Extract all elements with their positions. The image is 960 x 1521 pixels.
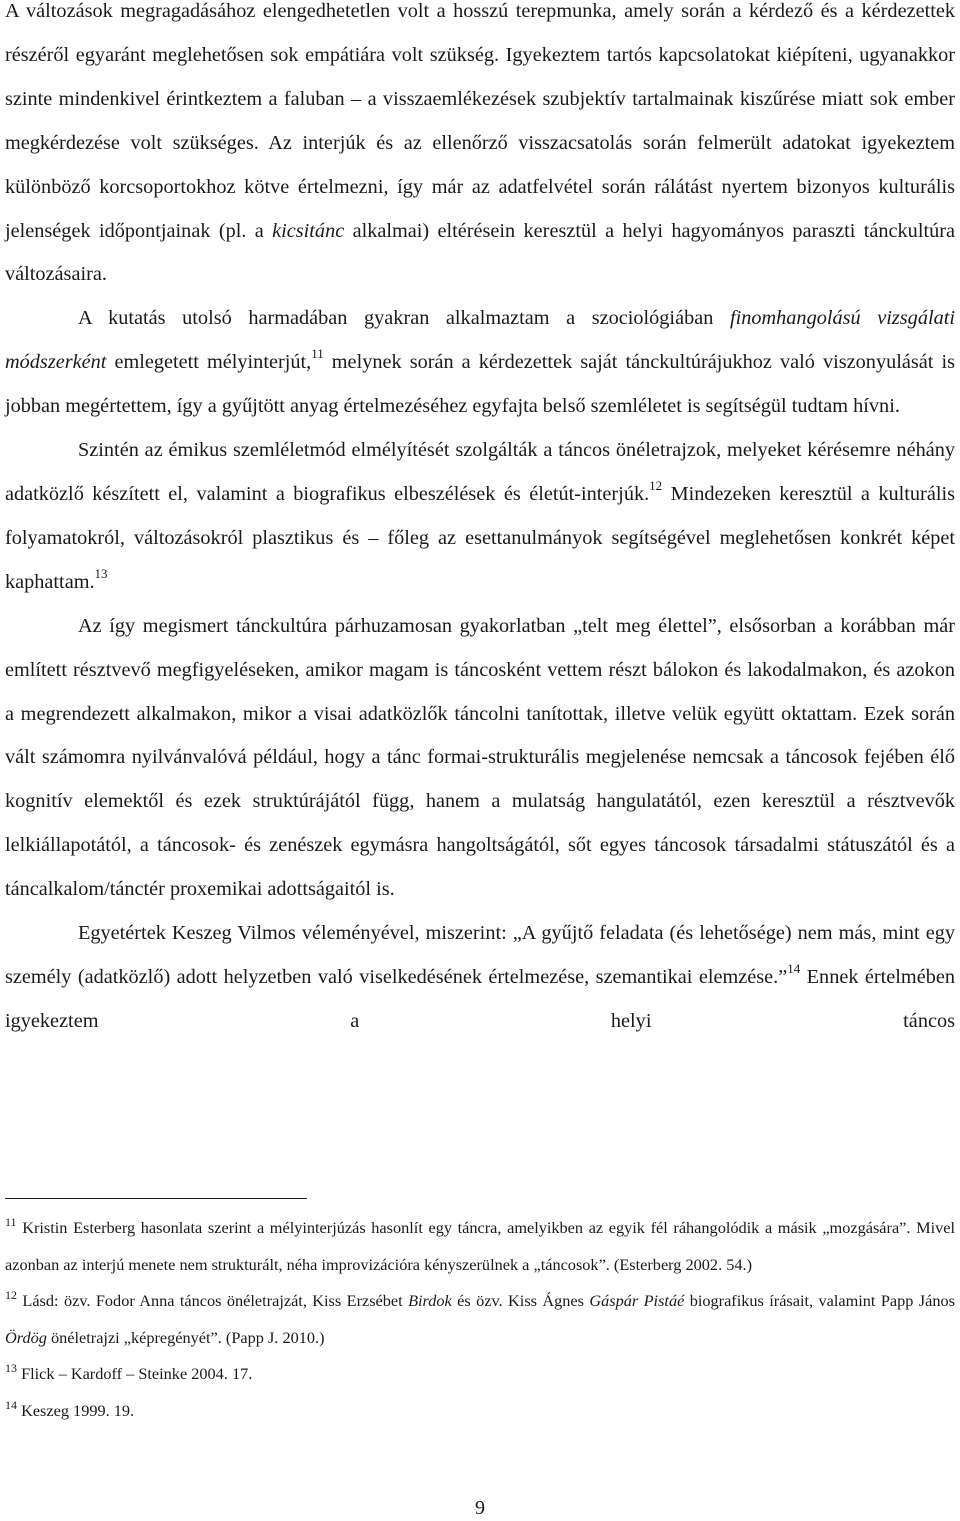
footnote-ref-13[interactable]: 13 bbox=[94, 565, 108, 581]
paragraph-3 bbox=[5, 429, 955, 605]
footnote-text: Keszeg 1999. 19. bbox=[17, 1400, 135, 1420]
footnotes bbox=[5, 1210, 955, 1430]
paragraph-1-text-end: alkalmai) eltérésein keresztül a helyi hagyományos paraszti tánckultúra változásaira. bbox=[5, 219, 955, 286]
body-text bbox=[5, 0, 955, 1044]
paragraph-2-italic-phrase: finomhangolású vizsgálati módszerként bbox=[5, 307, 955, 374]
footnote-ref-14[interactable]: 14 bbox=[787, 960, 801, 976]
footnote-11 bbox=[5, 1210, 955, 1283]
paragraph-2-text-mid: emlegetett mélyinterjút, bbox=[106, 351, 312, 374]
footnote-text: és özv. Kiss Ágnes bbox=[451, 1291, 590, 1311]
paragraph-4 bbox=[5, 605, 955, 912]
paragraph-1-italic-kicsitanc: kicsitánc bbox=[272, 219, 345, 242]
paragraph-5-text-end: Ennek értelmében igyekeztem a helyi táncos bbox=[5, 965, 955, 1032]
footnote-text: Flick – Kardoff – Steinke 2004. 17. bbox=[17, 1364, 253, 1384]
footnote-12 bbox=[5, 1283, 955, 1356]
paragraph-2-text: A kutatás utolsó harmadában gyakran alkalmaztam a szociológiában bbox=[78, 307, 730, 330]
page bbox=[5, 0, 955, 1044]
footnote-ref-11[interactable]: 11 bbox=[311, 346, 324, 362]
footnote-ref-12[interactable]: 12 bbox=[649, 477, 663, 493]
footnote-italic: Birdok bbox=[408, 1291, 452, 1311]
footnote-text: Kristin Esterberg hasonlata szerint a mélyinterjúzás hasonlít egy táncra, amelyikben az egyik fél ráhangolódik a másik „mozgására”. Mivel azonban az interjú menete nem strukturált, néha improvizációra kényszerülnek a „táncosok”. (Esterberg 2002. 54.) bbox=[5, 1218, 955, 1274]
footnote-text: biografikus írásait, valamint Papp János bbox=[684, 1291, 955, 1311]
paragraph-3-text: Szintén az émikus szemléletmód elmélyítését szolgálták a táncos önéletrajzok, melyeket kérésemre néhány adatközlő készített el, valamint a biografikus elbeszélések és életút-interjúk. bbox=[5, 439, 955, 505]
paragraph-1 bbox=[5, 0, 955, 297]
paragraph-4-text: Az így megismert tánckultúra párhuzamosan gyakorlatban „telt meg élettel”, elsősorban a korábban már említett résztvevő megfigyeléseken, amikor magam is táncosként vettem részt bálokon és lakodalmakon, és azokon a megrendezett alkalmakon, mikor a visai adatközlők táncolni tanítottak, illetve velük együtt oktattam. Ezek során vált számomra nyilvánvalóvá például, hogy a tánc formai-strukturális megjelenése nemcsak a táncosok fejében élő kognitív elemektől és ezek struktúrájától függ, hanem a mulatság hangulatától, ezen keresztül a résztvevők lelkiállapotától, a táncosok- és zenészek egymásra hangoltságától, sőt egyes táncosok társadalmi státuszától és a táncalkalom/tánctér proxemikai adottságaitól is. bbox=[5, 614, 955, 901]
footnote-13 bbox=[5, 1356, 955, 1393]
paragraph-1-text: A változások megragadásához elengedhetetlen volt a hosszú terepmunka, amely során a kérdező és a kérdezettek részéről egyaránt meglehetősen sok empátiára volt szükség. Igyekeztem tartós kapcsolatokat kiépíteni, ugyanakkor szinte mindenkivel érintkeztem a faluban – a visszaemlékezések szubjektív tartalmainak kiszűrése miatt sok ember megkérdezése volt szükséges. Az interjúk és az ellenőrző visszacsatolás során felmerült adatokat igyekeztem különböző korcsoportokhoz kötve értelmezni, így már az adatfelvétel során rálátást nyertem bizonyos kulturális jelenségek időpontjainak (pl. a bbox=[5, 0, 955, 242]
footnote-italic: Ördög bbox=[5, 1327, 47, 1347]
paragraph-5 bbox=[5, 912, 955, 1044]
paragraph-5-text: Egyetértek Keszeg Vilmos véleményével, miszerint: „A gyűjtő feladata (és lehetősége) nem más, mint egy személy (adatközlő) adott helyzetben való viselkedésének értelmezése, szemantikai elemzése.” bbox=[5, 922, 955, 988]
footnote-separator bbox=[5, 1198, 307, 1199]
paragraph-3-text-end: Mindezeken keresztül a kulturális folyamatokról, változásokról plasztikus és – főleg az esettanulmányok segítségével meglehetősen konkrét képet kaphattam. bbox=[5, 482, 955, 593]
footnote-number: 13 bbox=[5, 1361, 17, 1376]
footnote-italic: Gáspár Pistáé bbox=[589, 1291, 685, 1311]
footnote-number: 11 bbox=[5, 1215, 17, 1229]
footnote-text: önéletrajzi „képregényét”. (Papp J. 2010.) bbox=[46, 1327, 325, 1347]
footnote-number: 14 bbox=[5, 1397, 17, 1412]
footnote-14 bbox=[5, 1393, 955, 1430]
footnote-text: Lásd: özv. Fodor Anna táncos önéletrajzát, Kiss Erzsébet bbox=[17, 1291, 409, 1311]
paragraph-2 bbox=[5, 297, 955, 429]
paragraph-2-text-end: melynek során a kérdezettek saját tánckultúrájukhoz való viszonyulását is jobban megértettem, így a gyűjtött anyag értelmezéséhez egyfajta belső szemléletet is segítségül tudtam hívni. bbox=[5, 351, 955, 418]
footnote-number: 12 bbox=[5, 1288, 17, 1303]
page-number: 9 bbox=[475, 1497, 485, 1519]
